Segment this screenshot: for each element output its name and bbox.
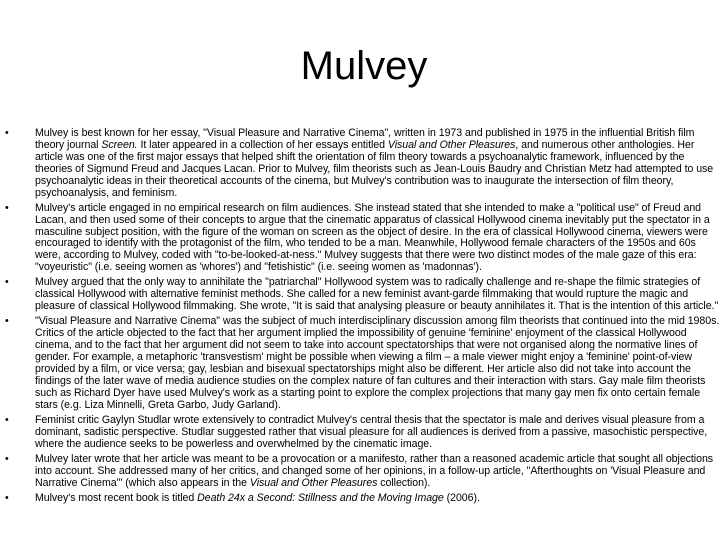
bullet-text-segment: "Visual Pleasure and Narrative Cinema" was the subject of much interdisciplinary discussion among film theorists that continued into the mid 1980s. Critics of the article objected to the fact that her argument implied the impossibility of genuine 'feminine' enjoyment of the classical Hollywood cinema, and to the fact that her argument did not seem to take into account spectatorships that were not organised along the normative lines of gender. For example, a metaphoric 'transvestism' might be possible when viewing a film – a male viewer might enjoy a 'feminine' point-of-view provided by a film, or vice versa; gay, lesbian and bisexual spectatorships might also be different. Her article also did not take into account the findings of the later wave of media audience studies on the complex nature of fan cultures and their interaction with stars. Gay male film theorists such as Richard Dyer have used Mulvey's work as a starting point to explore the complex projections that many gay men fix onto certain female stars (e.g. Liza Minnelli, Greta Garbo, Judy Garland). xyxy=(35,315,720,411)
bullet-text xyxy=(35,492,480,504)
bullet-list xyxy=(0,128,728,508)
bullet-text-segment: Mulvey later wrote that her article was meant to be a provocation or a manifesto, rather than a reasoned academic article that sought all objections into account. She addressed many of her critics, and changed some of her opinions, in a follow-up article, "Afterthoughts on 'Visual Pleasure and Narrative Cinema'" (which also appears in the xyxy=(35,453,714,489)
bullet-text-segment: Mulvey's article engaged in no empirical research on film audiences. She instead stated that she intended to make a "political use" of Freud and Lacan, and then used some of their concepts to argue that the cinematic apparatus of classical Hollywood cinema inevitably put the spectator in a masculine subject position, with the figure of the woman on screen as the object of desire. In the era of classical Hollywood cinema, viewers were encouraged to identify with the protagonist of the film, who tended to be a man. Meanwhile, Hollywood female characters of the 1950s and 60s were, according to Mulvey, coded with "to-be-looked-at-ness." Mulvey suggests that there were two distinct modes of the male gaze of this era: "voyeuristic" (i.e. seeing women as 'whores') and "fetishistic" (i.e. seeing women as 'madonnas'). xyxy=(35,201,710,274)
book-title: Death 24x a Second: Stillness and the Moving Image xyxy=(197,492,444,505)
bullet-text-segment: Mulvey argued that the only way to annihilate the "patriarchal" Hollywood system was to radically challenge and re-shape the filmic strategies of classical Hollywood with alternative feminist methods. She called for a new feminist avant-garde filmmaking that would rupture the magic and pleasure of classical Hollywood filmmaking. She wrote, "It is said that analysing pleasure or beauty annihilates it. That is the intention of this article." xyxy=(35,276,719,313)
bullet-dot-icon: • xyxy=(5,492,9,505)
book-title: Visual and Other Pleasures xyxy=(387,138,516,151)
bullet-item xyxy=(0,203,728,274)
bullet-dot-icon: • xyxy=(5,201,9,214)
bullet-text xyxy=(35,202,710,274)
bullet-item xyxy=(0,493,728,505)
bullet-text-segment: collection). xyxy=(377,476,431,489)
bullet-text-segment: , and numerous other anthologies. Her article was one of the first major essays that helped shift the orientation of film theory towards a psychoanalytic framework, influenced by the theories of Sigmund Freud and Jacques Lacan. Prior to Mulvey, film theorists such as Jean-Louis Baudry and Christian Metz had attempted to use psychoanalytic ideas in their theoretical accounts of the cinema, but Mulvey's contribution was to inaugurate the intersection of film theory, psychoanalysis, and feminism. xyxy=(35,138,714,199)
bullet-text xyxy=(35,315,719,410)
bullet-dot-icon: • xyxy=(5,315,9,328)
bullet-item xyxy=(0,316,728,411)
bullet-text-segment: Mulvey's most recent book is titled xyxy=(35,492,198,505)
bullet-dot-icon: • xyxy=(5,276,9,289)
bullet-text xyxy=(35,453,713,489)
bullet-dot-icon: • xyxy=(5,453,9,466)
bullet-text xyxy=(35,414,707,450)
bullet-text-segment: It later appeared in a collection of her essays entitled xyxy=(137,138,388,151)
bullet-item xyxy=(0,277,728,313)
bullet-item xyxy=(0,415,728,451)
bullet-item xyxy=(0,454,728,490)
bullet-text xyxy=(35,127,713,199)
bullet-text xyxy=(35,276,718,312)
journal-name: Screen. xyxy=(101,138,138,151)
slide-title: Mulvey xyxy=(300,44,428,88)
book-title: Visual and Other Pleasures xyxy=(249,476,378,489)
bullet-text-segment: Mulvey is best known for her essay, "Visual Pleasure and Narrative Cinema", written in 1973 and published in 1975 in the influential British film theory journal xyxy=(35,127,695,151)
bullet-dot-icon: • xyxy=(5,127,9,139)
bullet-text-segment: Feminist critic Gaylyn Studlar wrote extensively to contradict Mulvey's central thesis that the spectator is male and derives visual pleasure from a dominant, sadistic perspective. Studlar suggested rather that visual pleasure for all audiences is derived from a passive, masochistic perspective, where the audience seeks to be powerless and overwhelmed by the cinematic image. xyxy=(35,414,708,450)
bullet-text-segment: (2006). xyxy=(443,492,480,505)
bullet-item xyxy=(0,128,728,199)
bullet-dot-icon: • xyxy=(5,414,9,427)
